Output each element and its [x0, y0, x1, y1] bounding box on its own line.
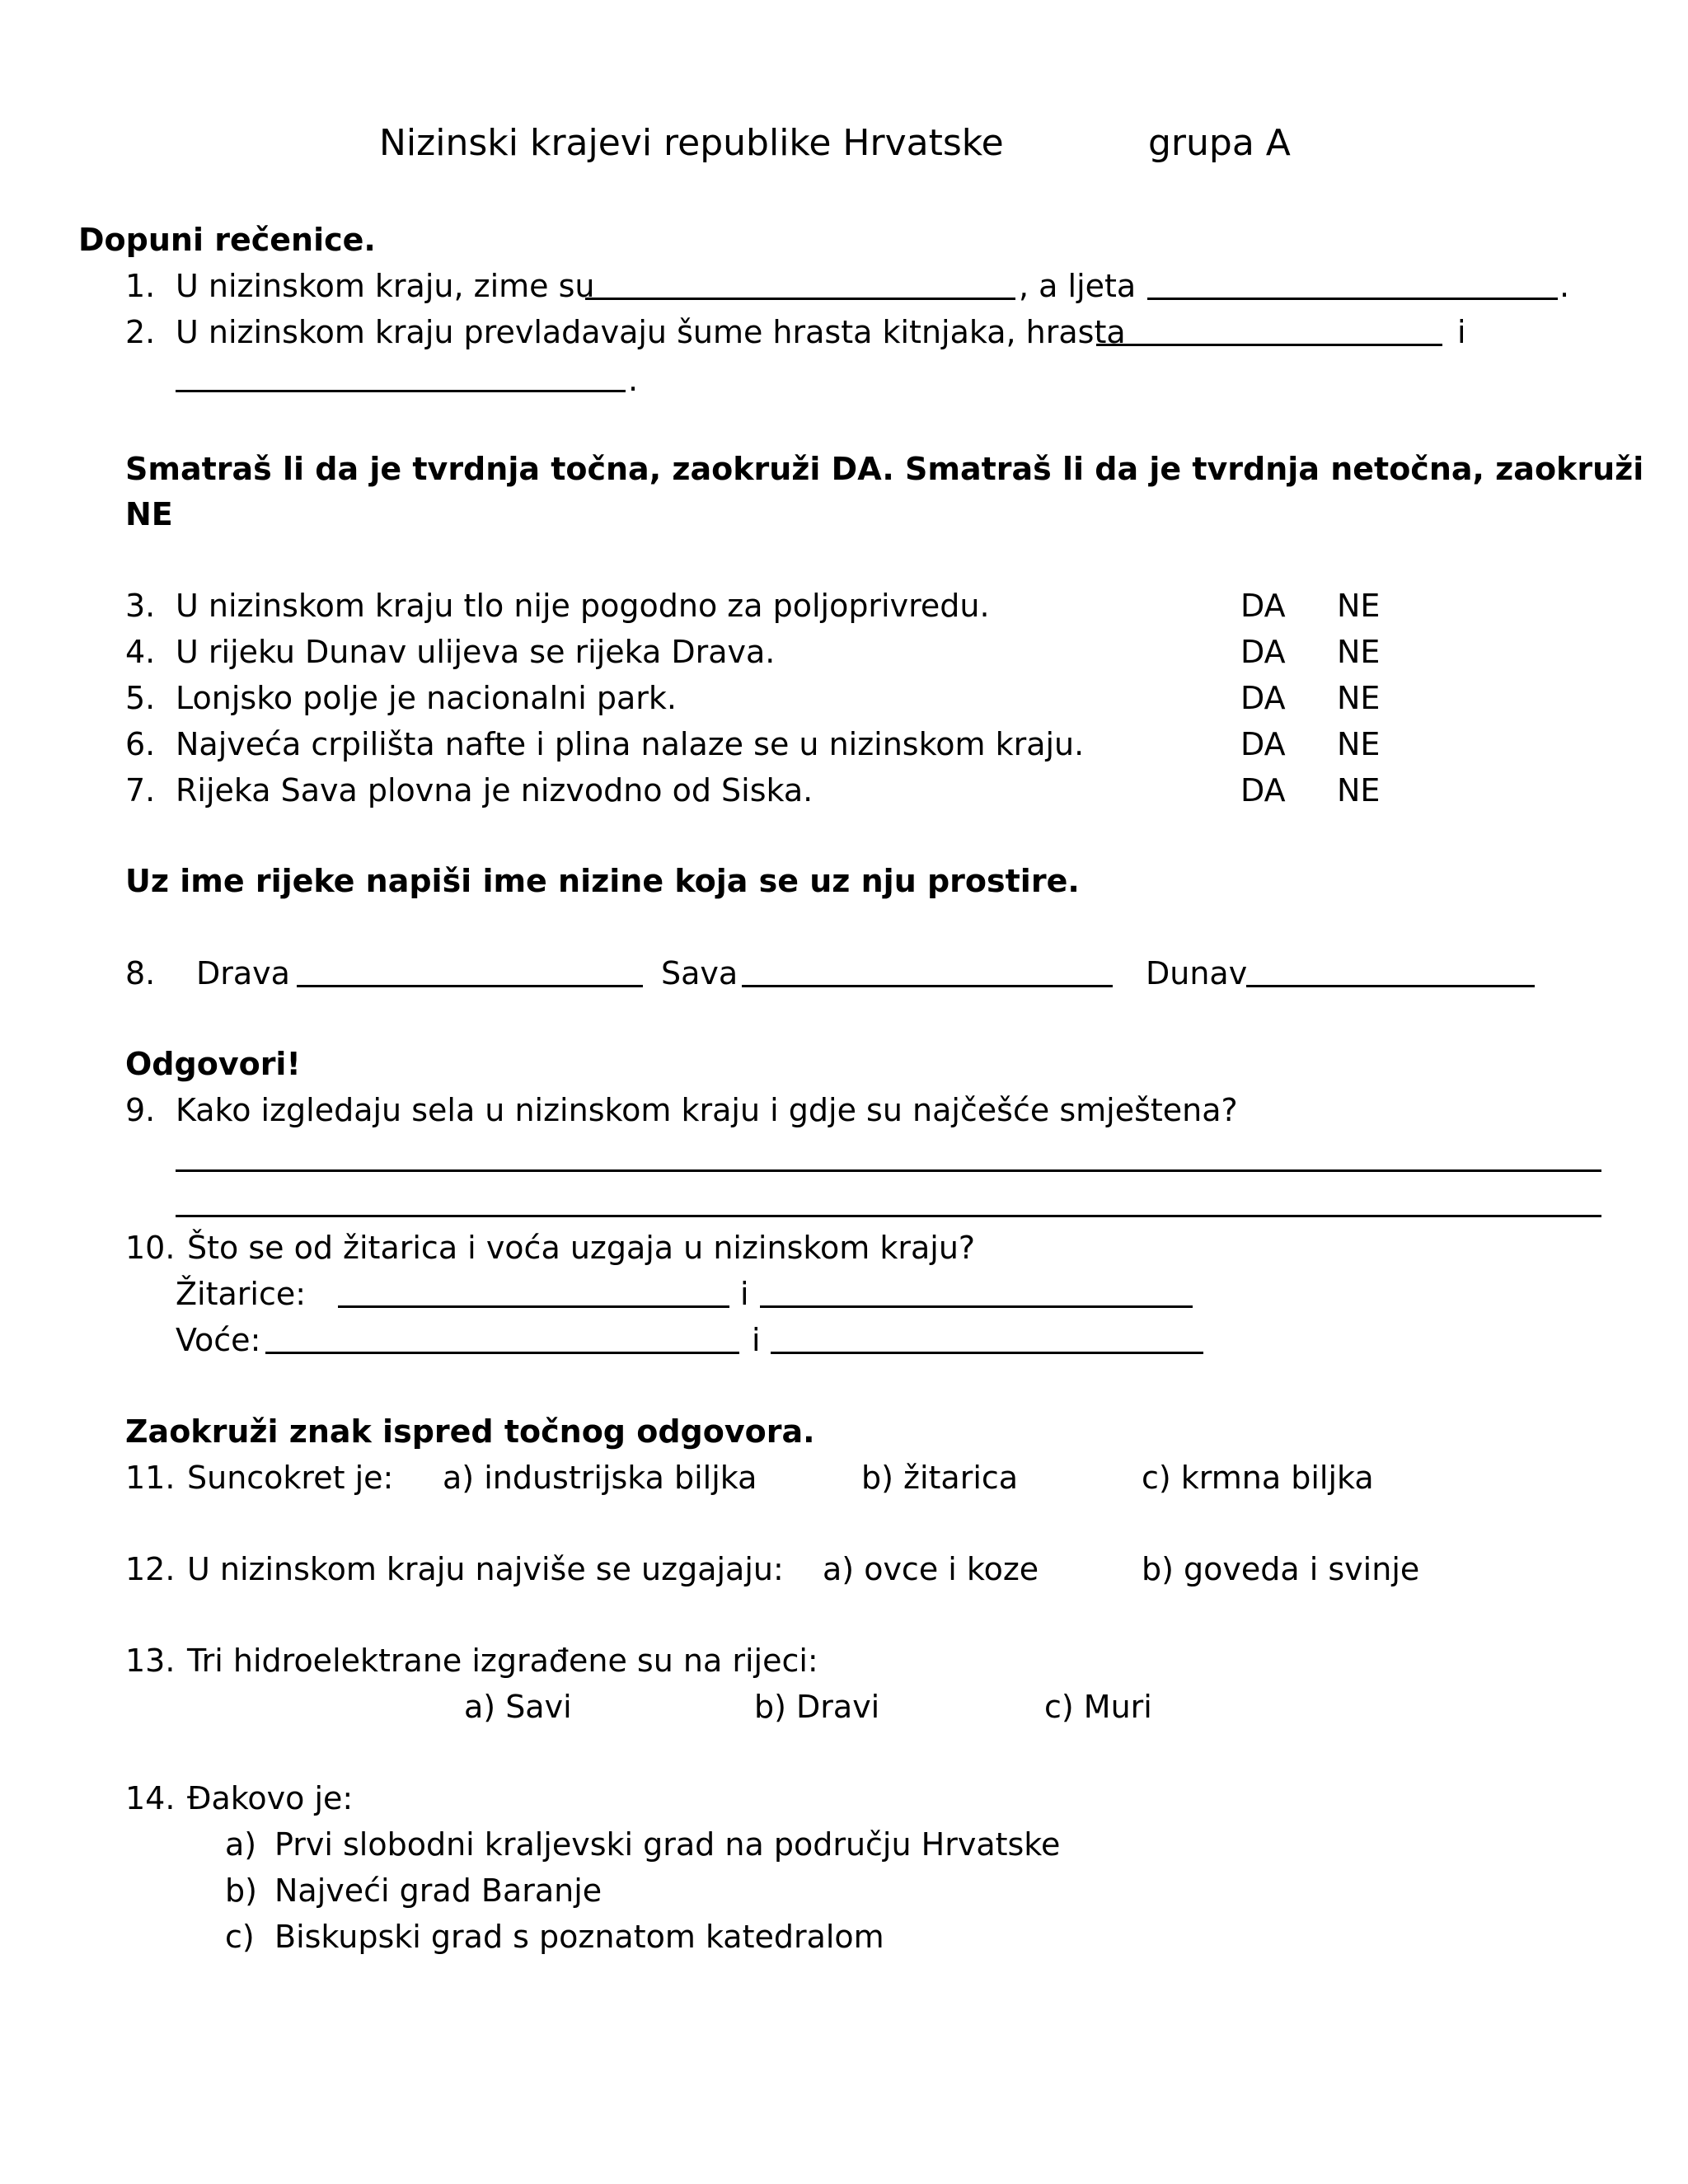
- q8-number: 8.: [125, 955, 156, 991]
- section-heading-rivers: Uz ime rijeke napiši ime nizine koja se uz nju prostire.: [125, 863, 1080, 899]
- item-number: 7.: [125, 772, 156, 808]
- yes-option[interactable]: DA: [1240, 588, 1286, 624]
- fruit-conj: i: [752, 1322, 761, 1358]
- answer-line-sava[interactable]: [742, 985, 1113, 987]
- river-label-dunav: Dunav: [1146, 955, 1248, 991]
- q2-end: .: [628, 362, 639, 398]
- q12-text: U nizinskom kraju najviše se uzgajaju:: [187, 1551, 784, 1587]
- option-letter[interactable]: c): [225, 1919, 255, 1955]
- item-number: 4.: [125, 634, 156, 670]
- q11-number: 11.: [125, 1460, 176, 1496]
- q9-number: 9.: [125, 1092, 156, 1128]
- item-number: 3.: [125, 588, 156, 624]
- q13-number: 13.: [125, 1643, 176, 1679]
- section-heading-answer: Odgovori!: [125, 1046, 301, 1082]
- no-option[interactable]: NE: [1337, 634, 1381, 670]
- answer-line-drava[interactable]: [297, 985, 643, 987]
- q12-option-a[interactable]: a) ovce i koze: [823, 1551, 1039, 1587]
- section-heading-true-false: Smatraš li da je tvrdnja točna, zaokruži DA. Smatraš li da je tvrdnja netočna, zaokruži: [125, 451, 1644, 487]
- cereals-answer-line-1[interactable]: [338, 1305, 729, 1308]
- option-text: Prvi slobodni kraljevski grad na području Hrvatske: [274, 1826, 1061, 1863]
- q14-text: Đakovo je:: [187, 1780, 354, 1816]
- item-text: Rijeka Sava plovna je nizvodno od Siska.: [176, 772, 814, 808]
- river-label-sava: Sava: [661, 955, 738, 991]
- q12-option-b[interactable]: b) goveda i svinje: [1142, 1551, 1420, 1587]
- q1-end: .: [1559, 268, 1570, 304]
- q2-number: 2.: [125, 314, 156, 350]
- fruit-label: Voće:: [176, 1322, 261, 1358]
- q9-answer-line-2[interactable]: [176, 1215, 1601, 1217]
- item-number: 5.: [125, 680, 156, 716]
- section-heading-fill-in: Dopuni rečenice.: [78, 222, 376, 258]
- section-heading-true-false-line2: NE: [125, 496, 173, 532]
- item-number: 6.: [125, 726, 156, 762]
- option-text: Biskupski grad s poznatom katedralom: [274, 1919, 884, 1955]
- option-text: Najveći grad Baranje: [274, 1872, 603, 1909]
- option-letter[interactable]: a): [225, 1826, 257, 1863]
- q10-text: Što se od žitarica i voća uzgaja u nizinskom kraju?: [187, 1230, 976, 1266]
- fruit-answer-line-2[interactable]: [771, 1352, 1203, 1354]
- q11-option-a[interactable]: a) industrijska biljka: [443, 1460, 757, 1496]
- q12-number: 12.: [125, 1551, 176, 1587]
- item-text: U rijeku Dunav ulijeva se rijeka Drava.: [176, 634, 776, 670]
- q14-number: 14.: [125, 1780, 176, 1816]
- q13-option-c[interactable]: c) Muri: [1044, 1689, 1152, 1725]
- fruit-answer-line-1[interactable]: [265, 1352, 739, 1354]
- cereals-label: Žitarice:: [176, 1276, 307, 1312]
- item-text: Najveća crpilišta nafte i plina nalaze se u nizinskom kraju.: [176, 726, 1085, 762]
- q11-option-c[interactable]: c) krmna biljka: [1142, 1460, 1374, 1496]
- item-text: Lonjsko polje je nacionalni park.: [176, 680, 677, 716]
- answer-line-dunav[interactable]: [1246, 985, 1535, 987]
- q2-text: U nizinskom kraju prevladavaju šume hrasta kitnjaka, hrasta: [176, 314, 1126, 350]
- q11-text: Suncokret je:: [187, 1460, 394, 1496]
- page-title: Nizinski krajevi republike Hrvatske: [379, 122, 1004, 164]
- q11-option-b[interactable]: b) žitarica: [861, 1460, 1019, 1496]
- q10-number: 10.: [125, 1230, 176, 1266]
- no-option[interactable]: NE: [1337, 726, 1381, 762]
- q13-text: Tri hidroelektrane izgrađene su na rijeci:: [187, 1643, 818, 1679]
- q2-answer-line-1[interactable]: [1096, 344, 1442, 346]
- q13-option-b[interactable]: b) Dravi: [754, 1689, 880, 1725]
- yes-option[interactable]: DA: [1240, 772, 1286, 808]
- yes-option[interactable]: DA: [1240, 634, 1286, 670]
- q1-answer-line-summer[interactable]: [1147, 298, 1558, 300]
- q2-answer-line-2[interactable]: [176, 390, 626, 392]
- river-label-drava: Drava: [196, 955, 290, 991]
- item-text: U nizinskom kraju tlo nije pogodno za poljoprivredu.: [176, 588, 990, 624]
- cereals-conj: i: [740, 1276, 749, 1312]
- q2-mid-text: i: [1457, 314, 1466, 350]
- no-option[interactable]: NE: [1337, 772, 1381, 808]
- group-label: grupa A: [1148, 122, 1291, 164]
- q9-text: Kako izgledaju sela u nizinskom kraju i gdje su najčešće smještena?: [176, 1092, 1238, 1128]
- q9-answer-line-1[interactable]: [176, 1169, 1601, 1172]
- q1-mid-text: , a ljeta: [1019, 268, 1137, 304]
- yes-option[interactable]: DA: [1240, 680, 1286, 716]
- q1-answer-line-winter[interactable]: [585, 298, 1015, 300]
- q1-text: U nizinskom kraju, zime su: [176, 268, 595, 304]
- q1-number: 1.: [125, 268, 156, 304]
- no-option[interactable]: NE: [1337, 680, 1381, 716]
- no-option[interactable]: NE: [1337, 588, 1381, 624]
- section-heading-multiple-choice: Zaokruži znak ispred točnog odgovora.: [125, 1413, 815, 1450]
- option-letter[interactable]: b): [225, 1872, 257, 1909]
- q13-option-a[interactable]: a) Savi: [464, 1689, 572, 1725]
- cereals-answer-line-2[interactable]: [760, 1305, 1193, 1308]
- yes-option[interactable]: DA: [1240, 726, 1286, 762]
